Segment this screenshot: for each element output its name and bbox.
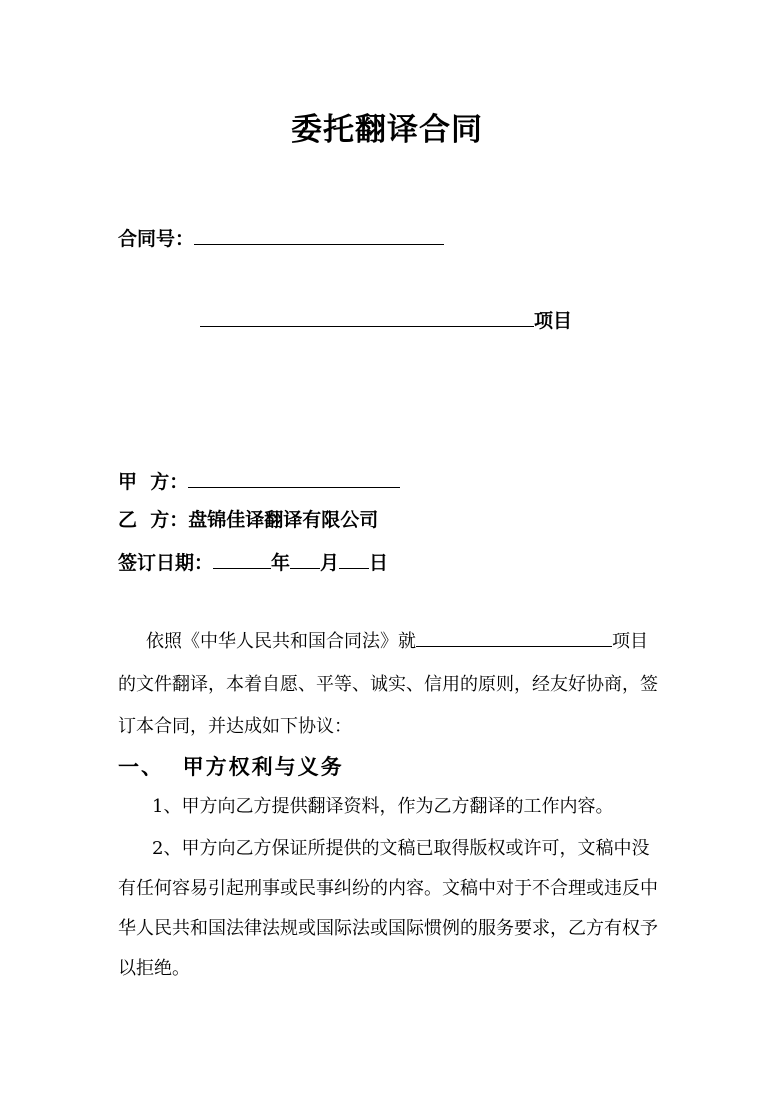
project-row bbox=[200, 306, 572, 334]
clause-2-line-4: 以拒绝。 bbox=[118, 958, 190, 979]
document-title: 委托翻译合同 bbox=[291, 112, 483, 148]
sign-date-label: 签订日期： bbox=[118, 552, 214, 574]
contract-number-label: 合同号： bbox=[118, 228, 195, 250]
contract-number-blank bbox=[194, 224, 444, 245]
contract-number-row bbox=[118, 224, 444, 252]
day-blank bbox=[339, 548, 369, 569]
intro-suffix: 项目 bbox=[612, 631, 648, 652]
month-label: 月 bbox=[320, 552, 340, 574]
intro-prefix: 依照《中华人民共和国合同法》就 bbox=[146, 631, 416, 652]
project-name-blank bbox=[200, 306, 534, 327]
party-b-label: 乙 方： bbox=[118, 509, 189, 531]
party-b-row bbox=[118, 507, 378, 533]
day-label: 日 bbox=[369, 552, 389, 574]
project-suffix: 项目 bbox=[534, 310, 573, 332]
party-a-label: 甲 方： bbox=[118, 471, 189, 493]
intro-line-2: 的文件翻译，本着自愿、平等、诚实、信用的原则，经友好协商，签 bbox=[118, 674, 658, 695]
party-b-value: 盘锦佳译翻译有限公司 bbox=[188, 509, 379, 531]
clause-2-line-3: 华人民共和国法律法规或国际法或国际惯例的服务要求，乙方有权予 bbox=[118, 918, 658, 939]
sign-date-row bbox=[118, 548, 388, 576]
intro-line-1 bbox=[146, 628, 648, 655]
clause-2-line-2: 有任何容易引起刑事或民事纠纷的内容。文稿中对于不合理或违反中 bbox=[118, 878, 658, 899]
section-1-heading: 一、 甲方权利与义务 bbox=[118, 754, 344, 779]
party-a-row bbox=[118, 467, 400, 495]
year-blank bbox=[213, 548, 271, 569]
clause-2-line-1: 2、甲方向乙方保证所提供的文稿已取得版权或许可，文稿中没 bbox=[152, 838, 650, 859]
party-a-blank bbox=[188, 467, 400, 488]
intro-line-3: 订本合同，并达成如下协议： bbox=[118, 716, 352, 737]
clause-1: 1、甲方向乙方提供翻译资料，作为乙方翻译的工作内容。 bbox=[152, 796, 614, 817]
month-blank bbox=[290, 548, 320, 569]
intro-project-blank bbox=[416, 628, 612, 647]
year-label: 年 bbox=[271, 552, 291, 574]
